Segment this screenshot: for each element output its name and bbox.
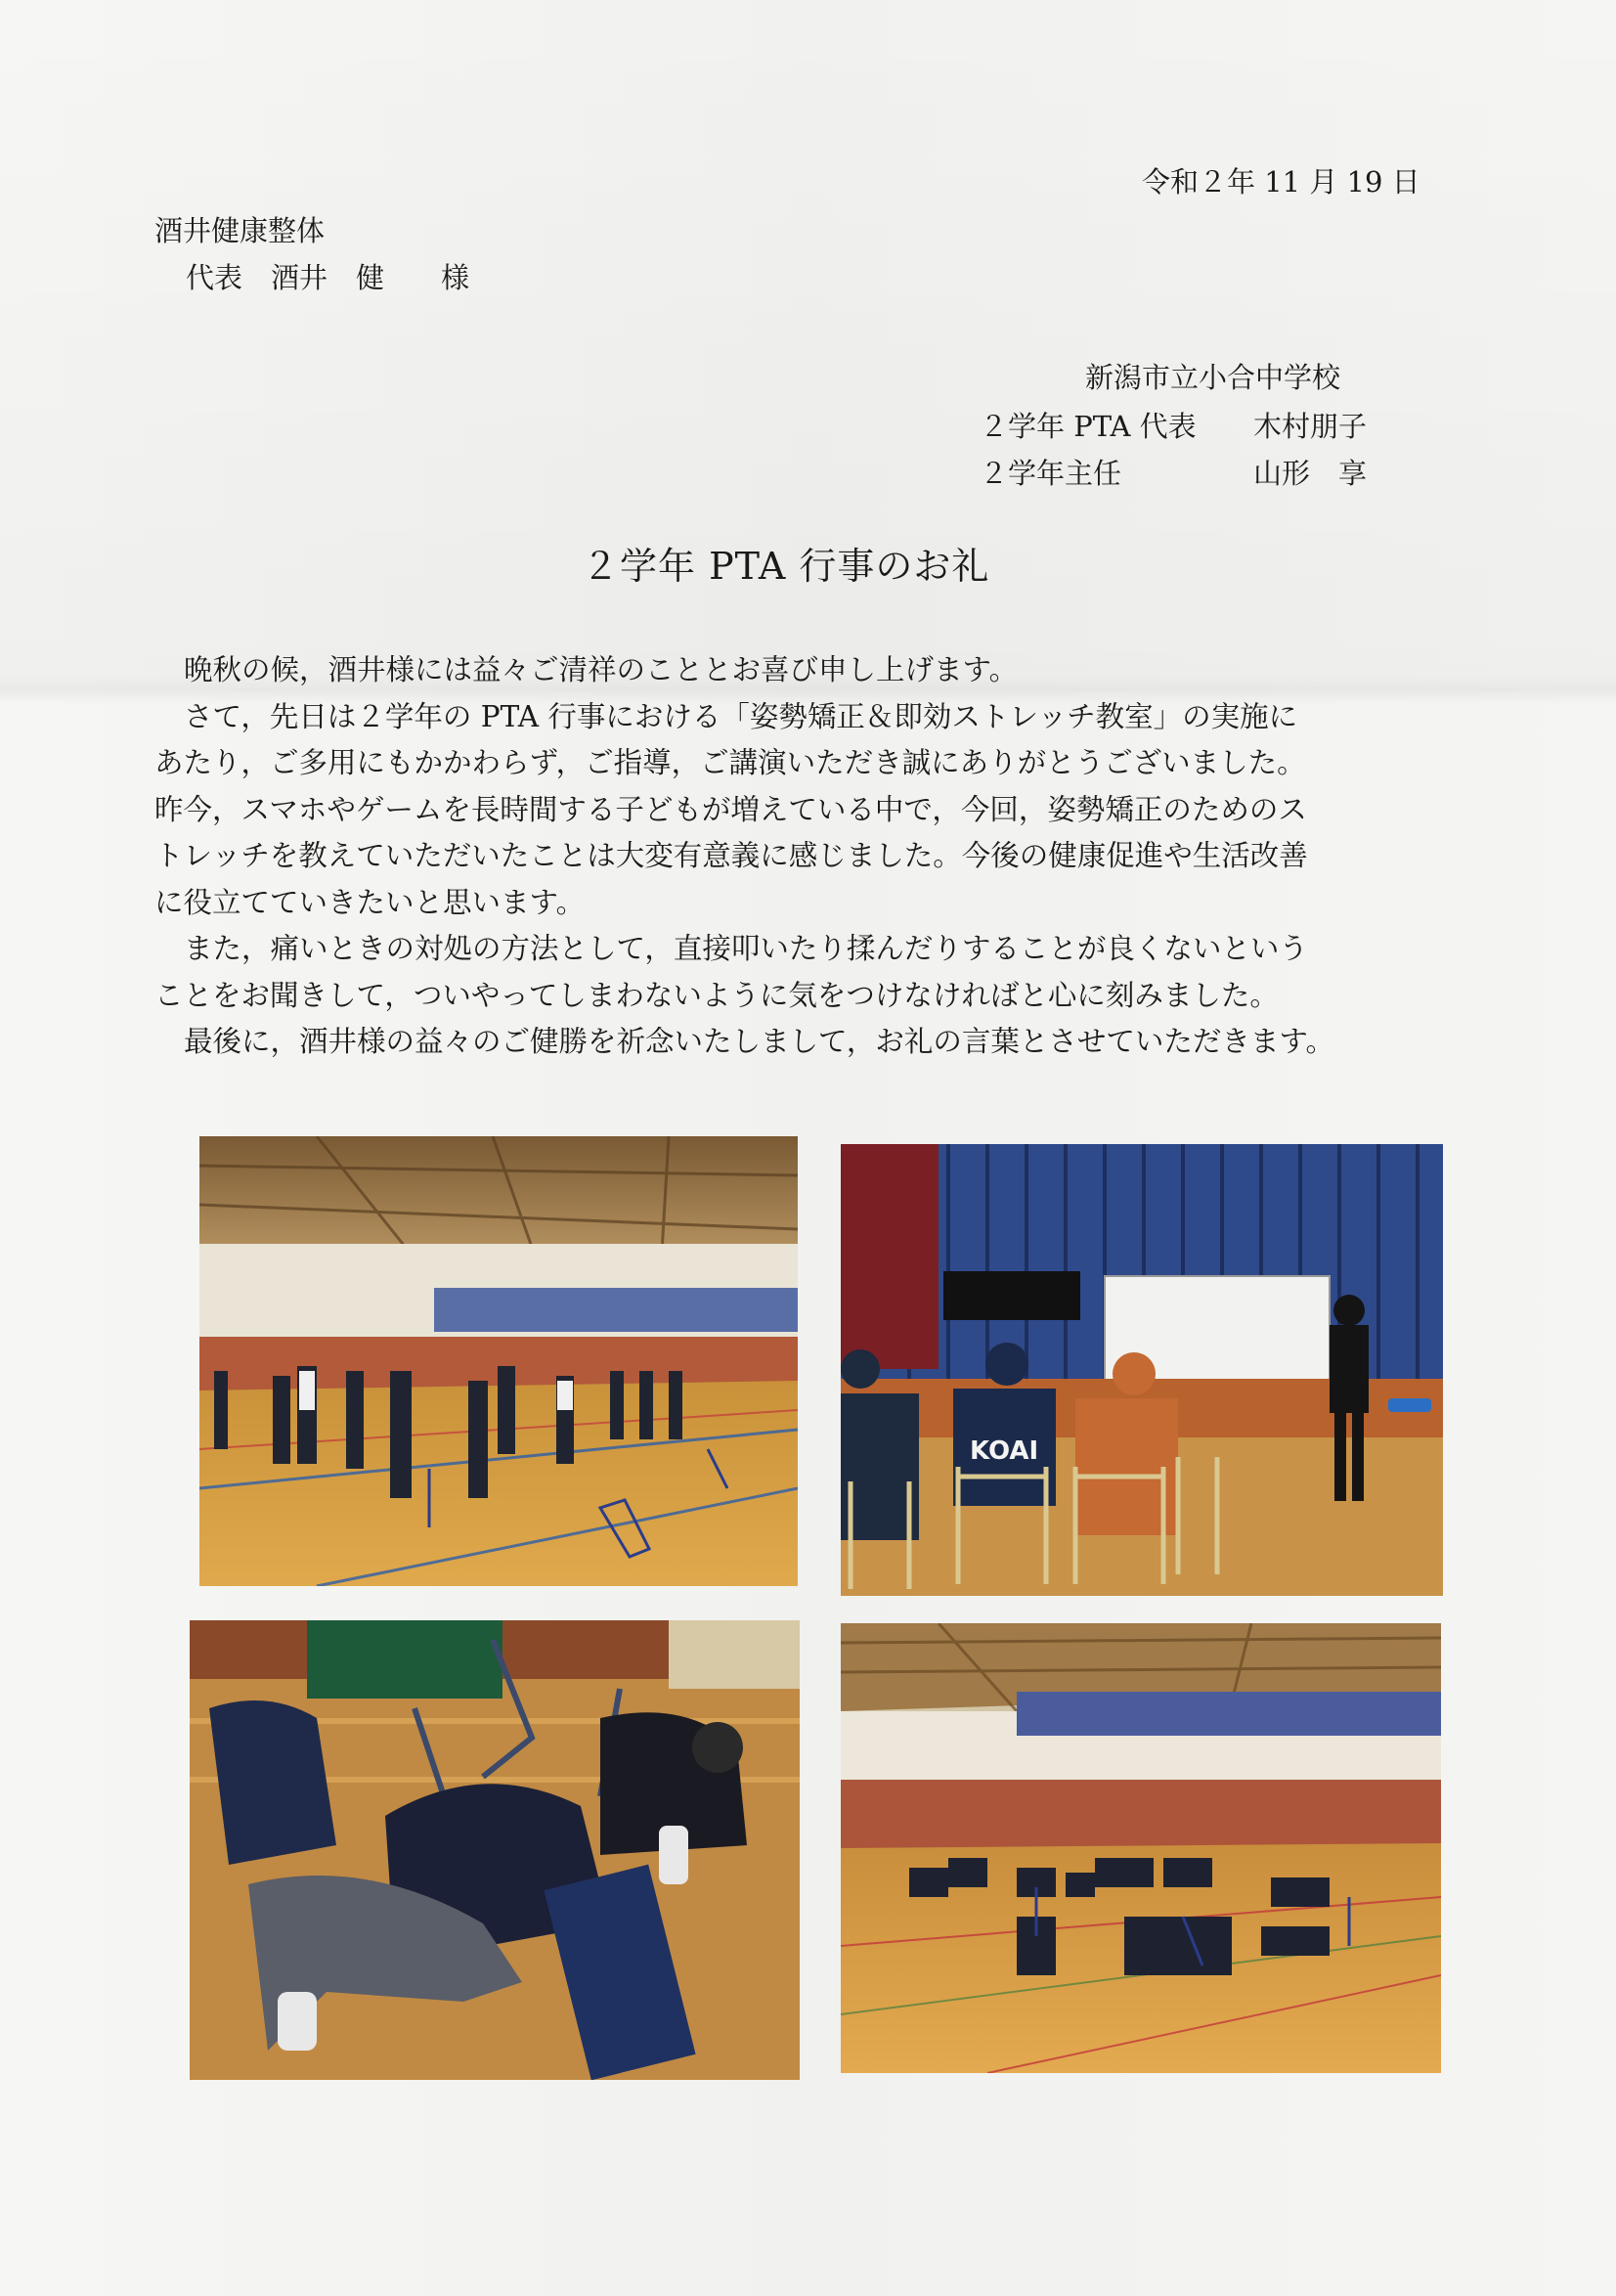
letter-body [154, 647, 1445, 1066]
sender-grade-head [980, 457, 1368, 490]
sender-school: 新潟市立小合中学校 [1085, 361, 1341, 394]
sender-pta-representative [980, 410, 1368, 443]
letter-title: ２学年 PTA 行事のお礼 [582, 545, 990, 588]
body-line: 晩秋の候，酒井様には益々ご清祥のこととお喜び申し上げます。 [184, 653, 1019, 686]
letter-date: 令和２年 11 月 19 日 [1142, 165, 1420, 199]
sender-role: ２学年 PTA 代表 [980, 410, 1197, 443]
body-line: また，痛いときの対処の方法として，直接叩いたり揉んだりすることが良くないという [184, 932, 1308, 965]
photo-stretching-closeup [190, 1620, 800, 2080]
photo-stage-instructor [841, 1144, 1443, 1596]
body-line: トレッチを教えていただいたことは大変有意義に感じました。今後の健康促進や生活改善 [154, 839, 1308, 872]
jacket-lettering: KOAI [970, 1436, 1039, 1466]
sender-name: 木村朋子 [1253, 410, 1368, 443]
body-line: 最後に，酒井様の益々のご健勝を祈念いたしまして，お礼の言葉とさせていただきます。 [184, 1025, 1335, 1058]
body-line: あたり，ご多用にもかかわらず，ご指導，ご講演いただき誠にありがとうございました。 [154, 746, 1306, 779]
recipient-name: 代表 酒井 健 様 [186, 261, 470, 294]
body-line: さて，先日は２学年の PTA 行事における「姿勢矯正＆即効ストレッチ教室」の実施に [184, 699, 1298, 733]
photo-gym-sitting-stretch [841, 1623, 1441, 2073]
body-line: に役立てていきたいと思います。 [154, 885, 586, 919]
body-line: ことをお聞きして，ついやってしまわないように気をつけなければと心に刻みました。 [154, 978, 1279, 1012]
sender-name: 山形 享 [1253, 457, 1368, 490]
sender-role: ２学年主任 [980, 457, 1122, 490]
photo-gym-standing [199, 1136, 798, 1586]
body-line: 昨今，スマホやゲームを長時間する子どもが増えている中で，今回，姿勢矯正のためのス [154, 792, 1307, 826]
recipient-organization: 酒井健康整体 [154, 214, 326, 247]
